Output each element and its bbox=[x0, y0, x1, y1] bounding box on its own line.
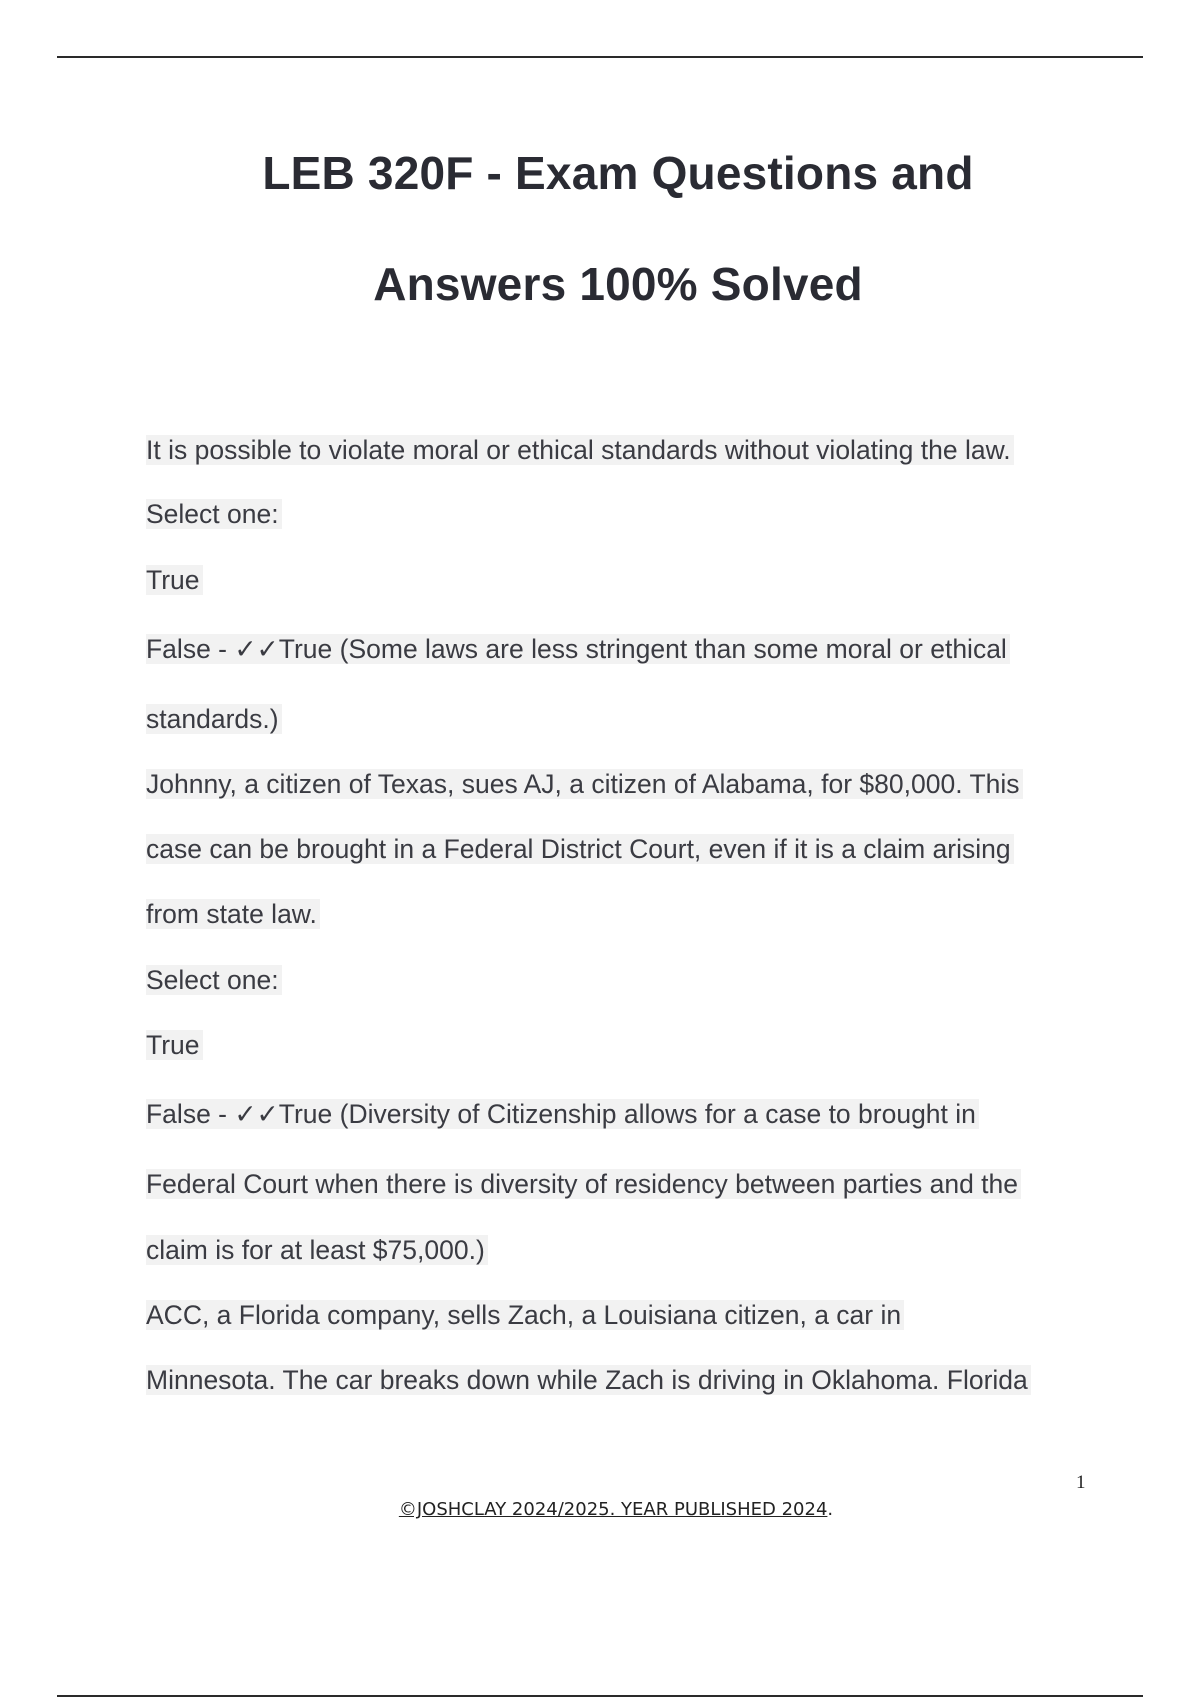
body-line bbox=[146, 1166, 1021, 1202]
body-line bbox=[146, 1232, 488, 1268]
body-line bbox=[146, 1297, 904, 1333]
document-title-line-2: Answers 100% Solved bbox=[373, 258, 863, 310]
body-line-text: Federal Court when there is diversity of residency between parties and the bbox=[146, 1169, 1021, 1199]
bottom-rule bbox=[57, 1695, 1143, 1697]
body-line bbox=[146, 766, 1023, 802]
body-line bbox=[146, 496, 282, 532]
copyright-footer bbox=[0, 1499, 1200, 1520]
body-line bbox=[146, 562, 203, 598]
body-line-text: from state law. bbox=[146, 899, 320, 929]
body-line-text: False - ✓✓True (Diversity of Citizenship allows for a case to brought in bbox=[146, 1099, 979, 1129]
body-line bbox=[146, 701, 282, 737]
body-line-text: claim is for at least $75,000.) bbox=[146, 1235, 488, 1265]
body-line bbox=[146, 1096, 979, 1132]
body-line bbox=[146, 896, 320, 932]
body-line-text: Select one: bbox=[146, 499, 282, 529]
document-title-line-1: LEB 320F - Exam Questions and bbox=[262, 147, 974, 199]
body-line bbox=[146, 432, 1014, 468]
body-line-text: Johnny, a citizen of Texas, sues AJ, a citizen of Alabama, for $80,000. This bbox=[146, 769, 1023, 799]
copyright-text: ©JOSHCLAY 2024/2025. YEAR PUBLISHED 2024 bbox=[398, 1499, 828, 1520]
body-line bbox=[146, 1027, 203, 1063]
body-line-text: False - ✓✓True (Some laws are less stringent than some moral or ethical bbox=[146, 634, 1010, 664]
body-line-text: Select one: bbox=[146, 965, 282, 995]
body-line-text: standards.) bbox=[146, 704, 282, 734]
body-line-text: Minnesota. The car breaks down while Zach is driving in Oklahoma. Florida bbox=[146, 1365, 1031, 1395]
body-line bbox=[146, 831, 1014, 867]
body-line bbox=[146, 962, 282, 998]
body-line bbox=[146, 1362, 1031, 1398]
body-line bbox=[146, 631, 1010, 667]
top-rule bbox=[57, 56, 1143, 58]
body-line-text: ACC, a Florida company, sells Zach, a Louisiana citizen, a car in bbox=[146, 1300, 904, 1330]
copyright-period: . bbox=[827, 1499, 834, 1520]
body-line-text: True bbox=[146, 565, 203, 595]
body-line-text: It is possible to violate moral or ethical standards without violating the law. bbox=[146, 435, 1014, 465]
body-line-text: True bbox=[146, 1030, 203, 1060]
body-line-text: case can be brought in a Federal District Court, even if it is a claim arising bbox=[146, 834, 1014, 864]
page-number: 1 bbox=[1076, 1472, 1086, 1493]
